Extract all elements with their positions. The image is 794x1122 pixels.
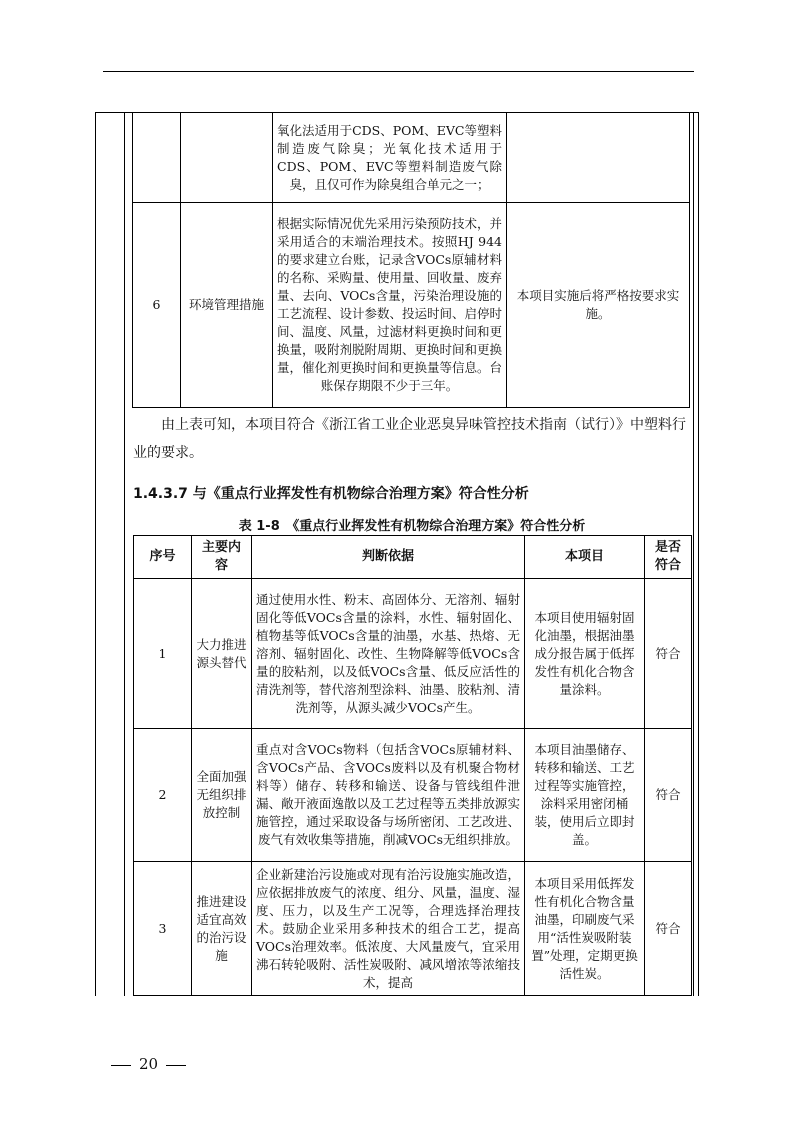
frame-inner-rule-right (693, 112, 694, 996)
row-project: 本项目采用低挥发性有机化合物含量油墨，印刷废气采用“活性炭吸附装置”处理，定期更换活性炭。 (525, 862, 645, 996)
row-project (507, 113, 690, 203)
table-header-row (134, 536, 692, 579)
row-no (133, 113, 181, 203)
row-content: 推进建设适宜高效的治污设施 (192, 862, 252, 996)
col-header: 本项目 (525, 536, 645, 579)
frame-inner-rule (124, 112, 125, 996)
dash-right (166, 1065, 186, 1066)
row-basis: 重点对含VOCs物料（包括含VOCs原辅材料、含VOCs产品、含VOCs废料以及有机聚合物材料等）储存、转移和输送、设备与管线组件泄漏、敞开液面逸散以及工艺过程等五类排放源实施管控，通过采取设备与场所密闭、工艺改进、废气有效收集等措施，削减VOCs无组织排放。 (252, 729, 525, 862)
row-basis: 企业新建治污设施或对现有治污设施实施改造，应依据排放废气的浓度、组分、风量，温度、湿度、压力，以及生产工况等，合理选择治理技术。鼓励企业采用多种技术的组合工艺，提高VOCs治理效率。低浓度、大风量废气，宜采用沸石转轮吸附、活性炭吸附、减风增浓等浓缩技术，提高 (252, 862, 525, 996)
row-no: 1 (134, 579, 192, 729)
row-basis: 根据实际情况优先采用污染预防技术，并采用适合的末端治理技术。按照HJ 944的要求建立台账，记录含VOCs原辅材料的名称、采购量、使用量、回收量、废弃量、去向、VOCs含量，污染治理设施的工艺流程、设计参数、投运时间、启停时间、温度、风量，过滤材料更换时间和更换量，吸附剂脱附周期、更换时间和更换量，催化剂更换时间和更换量等信息。台账保存期限不少于三年。 (273, 203, 507, 408)
row-basis: 通过使用水性、粉末、高固体分、无溶剂、辐射固化等低VOCs含量的涂料，水性、辐射固化、植物基等低VOCs含量的油墨，水基、热熔、无溶剂、辐射固化、改性、生物降解等低VOCs含量的胶粘剂，以及低VOCs含量、低反应活性的清洗剂等，替代溶剂型涂料、油墨、胶粘剂、清洗剂等，从源头减少VOCs产生。 (252, 579, 525, 729)
row-project: 本项目使用辐射固化油墨，根据油墨成分报告属于低挥发性有机化合物含量涂料。 (525, 579, 645, 729)
compliance-table (133, 535, 692, 996)
row-basis: 氧化法适用于CDS、POM、EVC等塑料制造废气除臭；光氧化技术适用于CDS、POM、EVC等塑料制造废气除臭，且仅可作为除臭组合单元之一； (273, 113, 507, 203)
row-project: 本项目油墨储存、转移和输送、工艺过程等实施管控，涂料采用密闭桶装，使用后立即封盖。 (525, 729, 645, 862)
col-header: 是否符合 (645, 536, 692, 579)
table-row (133, 203, 690, 408)
col-header: 主要内容 (192, 536, 252, 579)
col-header: 序号 (134, 536, 192, 579)
header-rule (103, 71, 694, 72)
row-item: 环境管理措施 (181, 203, 273, 408)
row-comply: 符合 (645, 579, 692, 729)
col-header: 判断依据 (252, 536, 525, 579)
page-number (103, 1055, 194, 1073)
conclusion-paragraph: 由上表可知，本项目符合《浙江省工业企业恶臭异味管控技术指南（试行）》中塑料行业的要求。 (133, 417, 686, 461)
row-content: 全面加强无组织排放控制 (192, 729, 252, 862)
table-row (134, 862, 692, 996)
table-caption: 表 1-8 《重点行业挥发性有机物综合治理方案》符合性分析 (238, 519, 586, 534)
row-project: 本项目实施后将严格按要求实施。 (507, 203, 690, 408)
row-item (181, 113, 273, 203)
row-comply: 符合 (645, 729, 692, 862)
page-number-value: 20 (139, 1055, 159, 1073)
row-comply: 符合 (645, 862, 692, 996)
row-no: 6 (133, 203, 181, 408)
row-no: 3 (134, 862, 192, 996)
row-content: 大力推进源头替代 (192, 579, 252, 729)
table-row (134, 579, 692, 729)
continued-table (132, 112, 690, 408)
table-row (133, 113, 690, 203)
table-row (134, 729, 692, 862)
row-no: 2 (134, 729, 192, 862)
section-heading: 1.4.3.7 与《重点行业挥发性有机物综合治理方案》符合性分析 (133, 486, 529, 502)
dash-left (111, 1065, 131, 1066)
